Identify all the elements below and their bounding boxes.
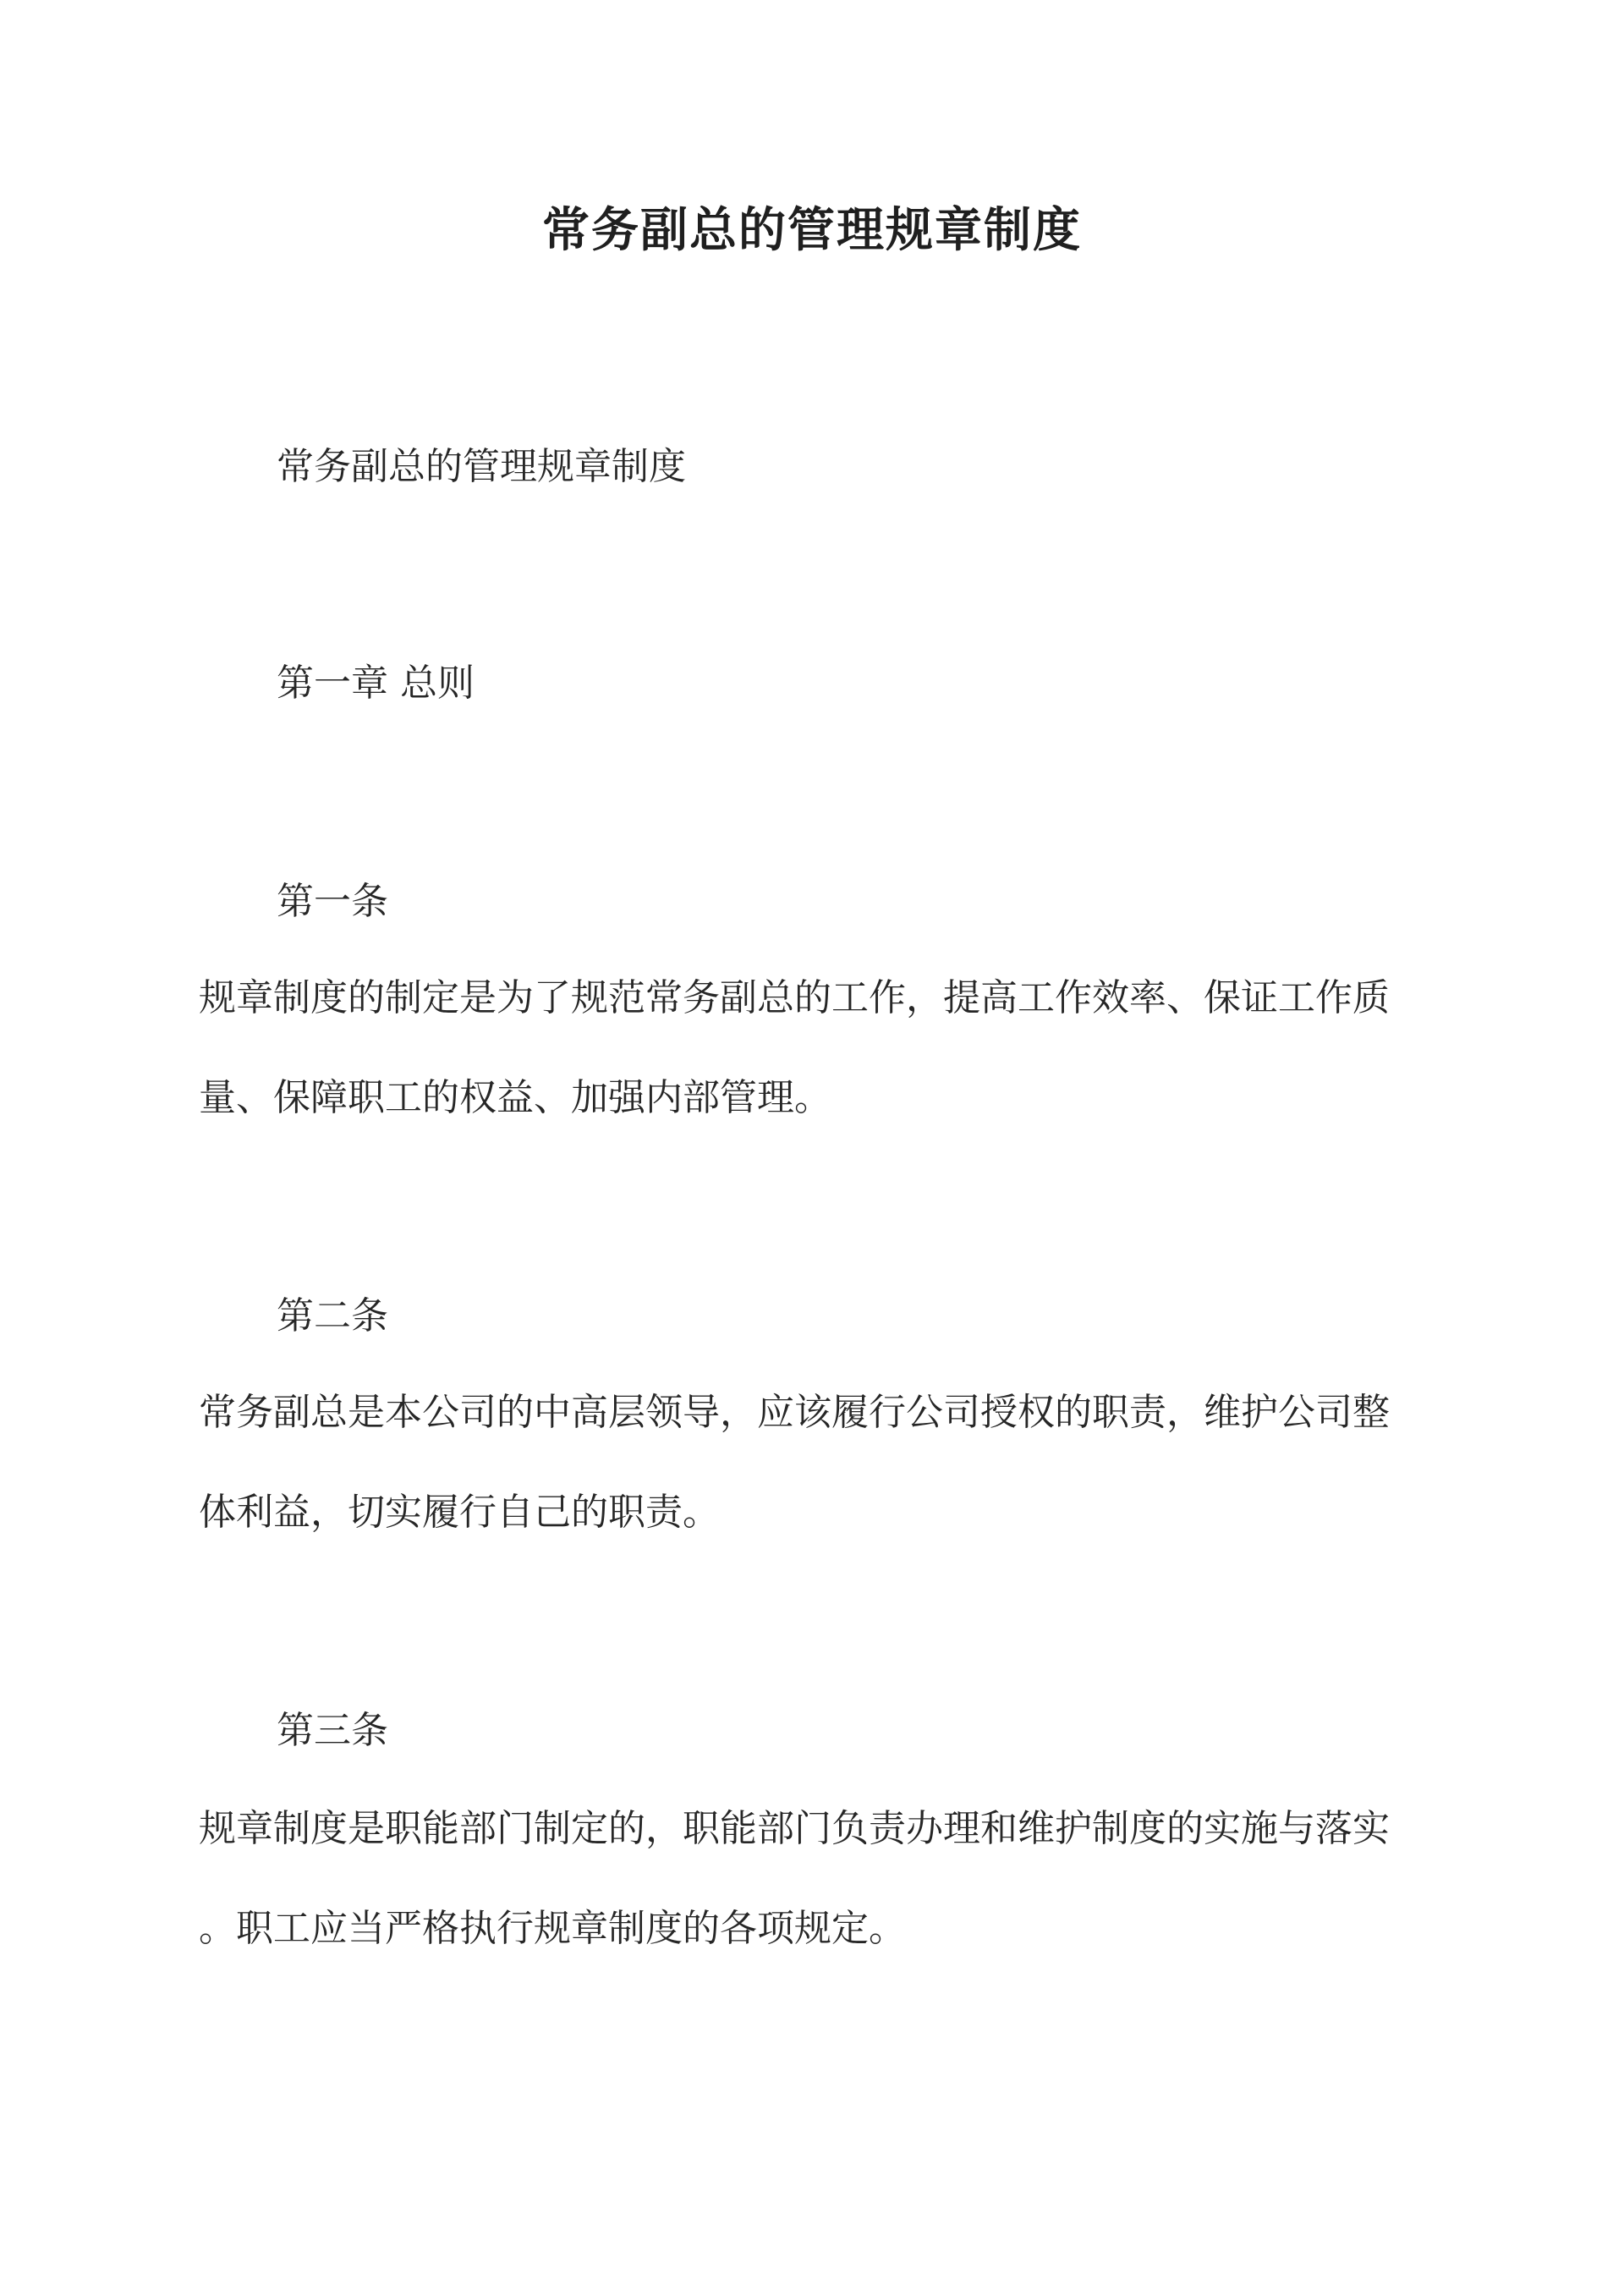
article-1-line-2: 量、保障职工的权益、加强内部管理。 (199, 1076, 831, 1119)
chapter-heading: 第一章 总则 (277, 662, 475, 705)
article-3-heading: 第三条 (277, 1709, 388, 1752)
article-3-line-2: 。职工应当严格执行规章制度的各项规定。 (199, 1907, 906, 1950)
article-2-heading: 第二条 (277, 1294, 388, 1338)
document-subtitle: 常务副总的管理规章制度 (277, 445, 686, 488)
article-1-heading: 第一条 (277, 880, 388, 923)
article-3-line-1: 规章制度是职能部门制定的，职能部门负责办理和维护制度的实施与落实 (199, 1807, 1390, 1850)
article-2-line-2: 体利益，切实履行自己的职责。 (199, 1491, 720, 1534)
document-title: 常务副总的管理规章制度 (542, 202, 1082, 258)
article-2-line-1: 常务副总是本公司的中高层领导，应该履行公司授权的职责，维护公司整 (199, 1391, 1390, 1434)
article-1-line-1: 规章制度的制定是为了规范常务副总的工作，提高工作效率、保证工作质 (199, 976, 1390, 1019)
